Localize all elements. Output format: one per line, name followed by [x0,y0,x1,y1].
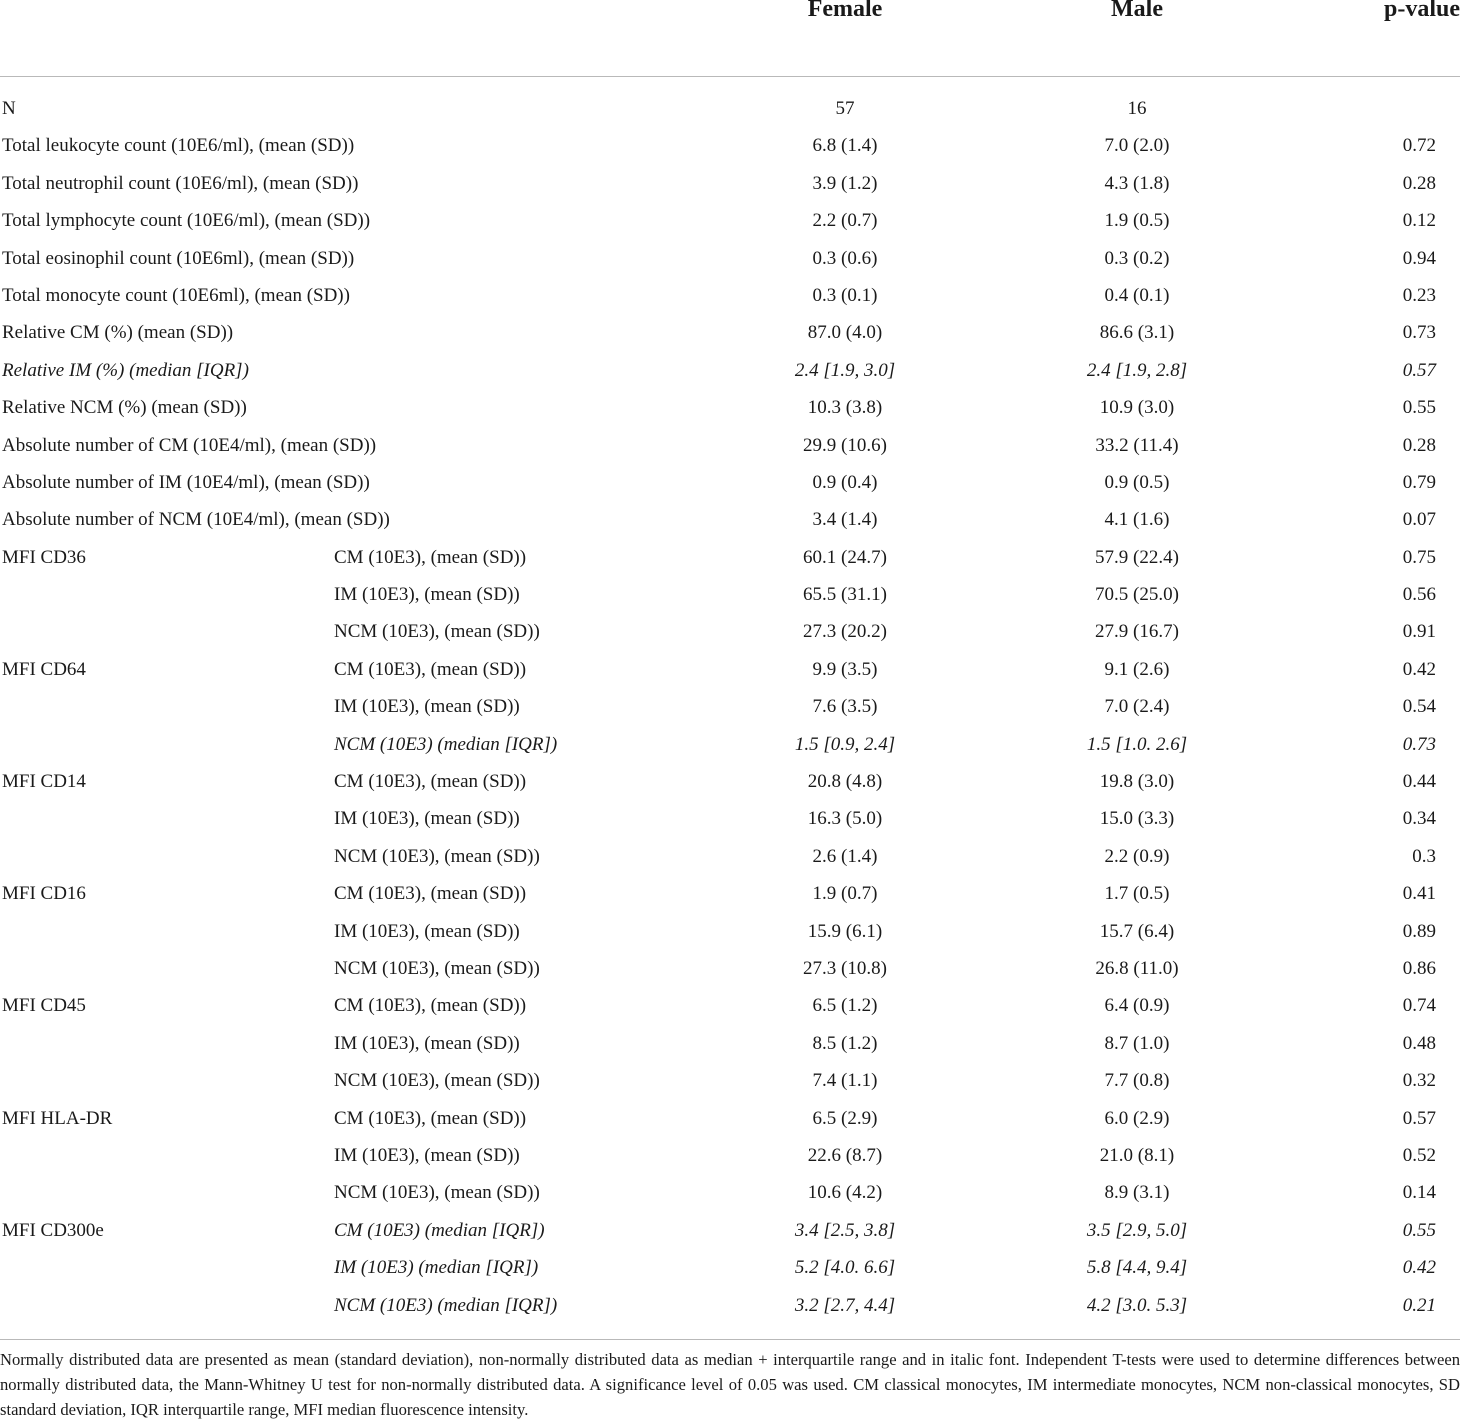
row-sublabel: CM (10E3), (mean (SD)) [334,883,527,905]
male-value: 8.7 (1.0) [1104,1032,1170,1054]
female-value: 20.8 (4.8) [807,771,883,793]
header-p-value: p-value [1383,0,1460,22]
row-sublabel: IM (10E3) (median [IQR]) [334,1257,539,1279]
male-value: 1.9 (0.5) [1104,210,1170,232]
p-value: 0.23 [1402,284,1436,306]
male-value: 6.0 (2.9) [1104,1107,1170,1129]
female-value: 87.0 (4.0) [807,322,883,344]
row-sublabel: IM (10E3), (mean (SD)) [334,1032,520,1054]
female-value: 10.3 (3.8) [807,397,883,419]
row-sublabel: CM (10E3), (mean (SD)) [334,771,527,793]
table-row [0,987,1460,1024]
p-value: 0.75 [1402,546,1436,568]
female-value: 16.3 (5.0) [807,808,883,830]
p-value: 0.79 [1402,471,1436,493]
row-label: Absolute number of NCM (10E4/ml), (mean (SD)) [2,509,390,531]
table-row [0,576,1460,613]
female-value: 6.5 (1.2) [812,995,878,1017]
p-value: 0.41 [1402,883,1436,905]
table-row [0,688,1460,725]
female-value: 5.2 [4.0. 6.6] [794,1257,896,1279]
table-row [0,464,1460,501]
male-value: 19.8 (3.0) [1099,771,1175,793]
table-row [0,90,1460,127]
male-value: 1.5 [1.0. 2.6] [1086,733,1188,755]
female-value: 0.9 (0.4) [812,471,878,493]
row-sublabel: NCM (10E3) (median [IQR]) [334,733,558,755]
table-row [0,1287,1460,1324]
female-value: 29.9 (10.6) [803,434,887,456]
table-row [0,1212,1460,1249]
p-value: 0.57 [1402,359,1436,381]
female-value: 3.2 [2.7, 4.4] [794,1294,896,1316]
female-value: 65.5 (31.1) [803,584,887,606]
table-header [0,0,1460,30]
male-value: 2.4 [1.9, 2.8] [1086,359,1188,381]
female-value: 3.4 [2.5, 3.8] [794,1219,896,1241]
row-label: Relative CM (%) (mean (SD)) [2,322,234,344]
p-value: 0.48 [1402,1032,1436,1054]
table-row [0,838,1460,875]
male-value: 10.9 (3.0) [1099,397,1175,419]
row-sublabel: NCM (10E3), (mean (SD)) [334,957,540,979]
row-label: MFI CD16 [2,883,86,905]
male-value: 21.0 (8.1) [1099,1144,1175,1166]
male-value: 8.9 (3.1) [1104,1182,1170,1204]
p-value: 0.07 [1402,509,1436,531]
female-value: 57 [835,98,855,119]
row-label: Total monocyte count (10E6ml), (mean (SD)) [2,284,350,306]
p-value: 0.55 [1402,397,1436,419]
table-footnote: Normally distributed data are presented as mean (standard deviation), non-normally distributed data as median + interquartile range and in italic font. Independent T-tests were used to determine differences between normally distributed data, the Mann-Whitney U test for non-normally distributed data. A significance level of 0.05 was used. CM classical monocytes, IM intermediate monocytes, NCM non-classical monocytes, SD standard deviation, IQR interquartile range, MFI median fluorescence intensity. [0,1350,1460,1419]
table-row [0,165,1460,202]
female-value: 6.5 (2.9) [812,1107,878,1129]
row-label: Total eosinophil count (10E6ml), (mean (SD)) [2,247,355,269]
table-row [0,1174,1460,1211]
row-label: Total neutrophil count (10E6/ml), (mean (SD)) [2,172,359,194]
male-value: 0.4 (0.1) [1104,284,1170,306]
p-value: 0.74 [1402,995,1436,1017]
row-sublabel: IM (10E3), (mean (SD)) [334,920,520,942]
row-label: Relative IM (%) (median [IQR]) [2,359,249,381]
p-value: 0.44 [1402,771,1436,793]
footer-divider [0,1339,1460,1340]
female-value: 15.9 (6.1) [807,920,883,942]
p-value: 0.73 [1402,733,1436,755]
row-label: Total leukocyte count (10E6/ml), (mean (SD)) [2,135,355,157]
p-value: 0.12 [1402,210,1436,232]
p-value: 0.34 [1402,808,1436,830]
male-value: 9.1 (2.6) [1104,658,1170,680]
female-value: 9.9 (3.5) [812,658,878,680]
female-value: 2.2 (0.7) [812,210,878,232]
row-sublabel: NCM (10E3), (mean (SD)) [334,1182,540,1204]
row-sublabel: CM (10E3), (mean (SD)) [334,546,527,568]
p-value: 0.52 [1402,1144,1436,1166]
table-row [0,240,1460,277]
table-row [0,389,1460,426]
male-value: 0.3 (0.2) [1104,247,1170,269]
row-label: MFI CD300e [2,1219,104,1241]
row-sublabel: IM (10E3), (mean (SD)) [334,584,520,606]
row-label: MFI CD45 [2,995,86,1017]
female-value: 27.3 (20.2) [803,621,887,643]
male-value: 0.9 (0.5) [1104,471,1170,493]
row-label: MFI CD14 [2,771,86,793]
male-value: 4.1 (1.6) [1104,509,1170,531]
p-value: 0.54 [1402,696,1436,718]
male-value: 86.6 (3.1) [1099,322,1175,344]
header-male: Male [1111,0,1163,22]
p-value: 0.28 [1402,434,1436,456]
female-value: 22.6 (8.7) [807,1144,883,1166]
row-sublabel: IM (10E3), (mean (SD)) [334,1144,520,1166]
p-value: 0.21 [1402,1294,1436,1316]
p-value: 0.94 [1402,247,1436,269]
male-value: 4.2 [3.0. 5.3] [1086,1294,1188,1316]
table-row [0,352,1460,389]
male-value: 5.8 [4.4, 9.4] [1086,1257,1188,1279]
table-row [0,1025,1460,1062]
header-female: Female [807,0,883,22]
p-value: 0.3 [1412,845,1436,867]
male-value: 16 [1127,98,1147,119]
row-sublabel: NCM (10E3), (mean (SD)) [334,845,540,867]
female-value: 27.3 (10.8) [803,957,887,979]
row-sublabel: NCM (10E3), (mean (SD)) [334,1070,540,1092]
male-value: 26.8 (11.0) [1095,957,1179,979]
male-value: 57.9 (22.4) [1095,546,1179,568]
p-value: 0.89 [1402,920,1436,942]
male-value: 15.0 (3.3) [1099,808,1175,830]
table-row [0,800,1460,837]
table-row [0,539,1460,576]
table-row [0,651,1460,688]
male-value: 27.9 (16.7) [1095,621,1179,643]
female-value: 3.4 (1.4) [812,509,878,531]
table-body [0,90,1460,1324]
header-divider [0,76,1460,77]
female-value: 0.3 (0.1) [812,284,878,306]
table-row [0,202,1460,239]
table-row [0,950,1460,987]
table-row [0,127,1460,164]
table-row [0,314,1460,351]
row-sublabel: IM (10E3), (mean (SD)) [334,808,520,830]
p-value: 0.55 [1402,1219,1436,1241]
row-label: MFI CD64 [2,658,86,680]
p-value: 0.42 [1402,658,1436,680]
male-value: 7.0 (2.4) [1104,696,1170,718]
male-value: 2.2 (0.9) [1104,845,1170,867]
male-value: 3.5 [2.9, 5.0] [1086,1219,1188,1241]
table-row [0,875,1460,912]
table-row [0,1100,1460,1137]
female-value: 60.1 (24.7) [803,546,887,568]
male-value: 15.7 (6.4) [1099,920,1175,942]
row-label: Total lymphocyte count (10E6/ml), (mean (SD)) [2,210,371,232]
p-value: 0.73 [1402,322,1436,344]
row-label: Relative NCM (%) (mean (SD)) [2,397,247,419]
row-label: MFI CD36 [2,546,86,568]
male-value: 1.7 (0.5) [1104,883,1170,905]
row-sublabel: CM (10E3), (mean (SD)) [334,1107,527,1129]
table-row [0,1137,1460,1174]
p-value: 0.86 [1402,957,1436,979]
p-value: 0.32 [1402,1070,1436,1092]
row-sublabel: CM (10E3), (mean (SD)) [334,995,527,1017]
female-value: 1.5 [0.9, 2.4] [794,733,896,755]
table-row [0,427,1460,464]
male-value: 6.4 (0.9) [1104,995,1170,1017]
table-row [0,726,1460,763]
female-value: 7.4 (1.1) [812,1070,878,1092]
row-sublabel: CM (10E3), (mean (SD)) [334,658,527,680]
p-value: 0.91 [1402,621,1436,643]
female-value: 2.4 [1.9, 3.0] [794,359,896,381]
table-row [0,501,1460,538]
row-label: Absolute number of CM (10E4/ml), (mean (SD)) [2,434,377,456]
female-value: 3.9 (1.2) [812,172,878,194]
table-row [0,613,1460,650]
p-value: 0.28 [1402,172,1436,194]
row-sublabel: CM (10E3) (median [IQR]) [334,1219,545,1241]
row-sublabel: NCM (10E3), (mean (SD)) [334,621,540,643]
p-value: 0.72 [1402,135,1436,157]
male-value: 70.5 (25.0) [1095,584,1179,606]
female-value: 0.3 (0.6) [812,247,878,269]
female-value: 2.6 (1.4) [812,845,878,867]
male-value: 7.7 (0.8) [1104,1070,1170,1092]
male-value: 7.0 (2.0) [1104,135,1170,157]
female-value: 8.5 (1.2) [812,1032,878,1054]
p-value: 0.42 [1402,1257,1436,1279]
p-value: 0.14 [1402,1182,1436,1204]
female-value: 10.6 (4.2) [807,1182,883,1204]
table-row [0,277,1460,314]
male-value: 4.3 (1.8) [1104,172,1170,194]
table-row [0,913,1460,950]
p-value: 0.57 [1402,1107,1436,1129]
p-value: 0.56 [1402,584,1436,606]
row-label: MFI HLA-DR [2,1107,113,1129]
row-label: N [2,98,16,119]
row-label: Absolute number of IM (10E4/ml), (mean (SD)) [2,471,370,493]
row-sublabel: NCM (10E3) (median [IQR]) [334,1294,558,1316]
female-value: 6.8 (1.4) [812,135,878,157]
male-value: 33.2 (11.4) [1095,434,1179,456]
table-row [0,1062,1460,1099]
table-row [0,763,1460,800]
row-sublabel: IM (10E3), (mean (SD)) [334,696,520,718]
table-row [0,1249,1460,1286]
female-value: 7.6 (3.5) [812,696,878,718]
female-value: 1.9 (0.7) [812,883,878,905]
